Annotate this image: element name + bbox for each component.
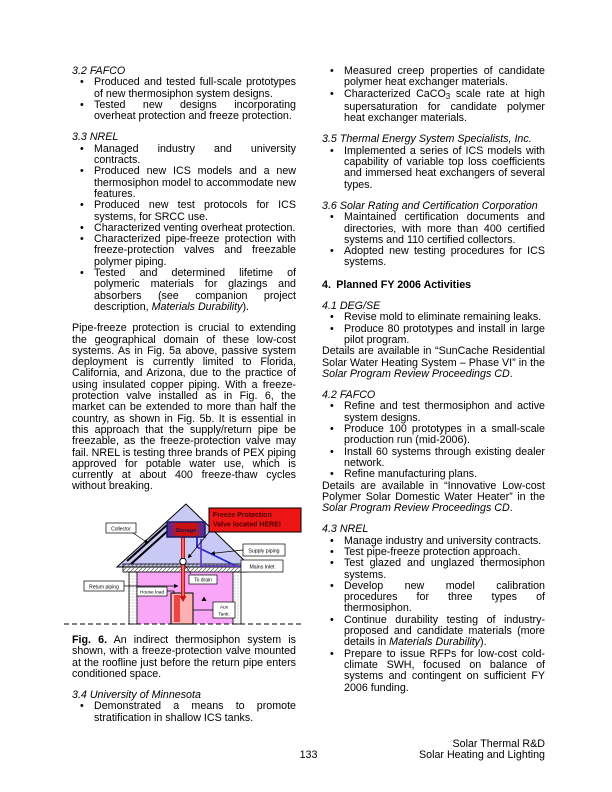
bullet-item: • Revise mold to eliminate remaining leaks. (322, 312, 545, 323)
section-heading-4-3: 4.3 NREL (322, 523, 369, 536)
svg-text:Return piping: Return piping (89, 583, 119, 590)
storage-label: Storage (175, 527, 197, 534)
bullet-item: • Tested new designs incorporating overheat protection and freeze protection. (72, 100, 296, 123)
collector-label (106, 523, 148, 543)
figure-caption (72, 635, 296, 680)
bullet-item: • Implemented a series of ICS models with capability of variable top loss coefficients and immersed heat exchangers of several types. (322, 146, 545, 191)
bullet-item: • Demonstrated a means to promote stratification in shallow ICS tanks. (72, 701, 296, 724)
section-heading-4: 4. Planned FY 2006 Activities (322, 278, 472, 291)
body-paragraph: Pipe-freeze protection is crucial to extending the geographical domain of these low-cost systems. As in Fig. 5a above, passive system deployment is currently limited to Florida, California, and Arizona, due to the practice of using insulated copper piping. With a freeze-protection valve installed as in Fig. 6, the market can be extended to more than half the country, as shown in Fig. 5b. It is essential in this approach that the supply/return pipe be freezable, as the freeze-protection valve may fail. NREL is testing three brands of PEX piping approved for potable water use, which is currently at about 400 freeze-thaw cycles without breaking. (72, 322, 296, 493)
svg-text:Mains Inlet: Mains Inlet (249, 564, 275, 571)
bullet-item: • Produce 100 prototypes in a small-scale production run (mid-2006). (322, 424, 545, 447)
warning-line-2: Valve located HERE! (213, 521, 282, 529)
bullet-list-continued (322, 66, 545, 124)
text-run: Solar Program Review Proceedings CD (322, 502, 510, 515)
bullet-item: • Refine and test thermosiphon and active system designs. (322, 401, 545, 424)
bullet-item (322, 89, 545, 125)
bullet-list-3-6 (322, 212, 545, 268)
text-run: . (509, 367, 513, 380)
bullet-list-4-2 (322, 401, 545, 480)
details-paragraph (322, 346, 545, 380)
text-run: Materials Durability (389, 636, 481, 649)
freeze-protection-valve (180, 558, 186, 564)
bullet-item: • Produced and tested full-scale prototypes of new thermosiphon system designs. (72, 77, 296, 100)
svg-text:Tank.: Tank. (218, 612, 230, 618)
bullet-list-3-5 (322, 146, 545, 191)
bullet-item: • Produce 80 prototypes and install in large pilot program. (322, 324, 545, 347)
bullet-list-3-3 (72, 144, 296, 313)
bullet-item: • Characterized venting overheat protection. (72, 223, 296, 234)
bullet-item: • Measured creep properties of candidate polymer heat exchanger materials. (322, 66, 545, 89)
text-run: ). (242, 300, 250, 313)
warning-line-1: Freeze Protection (213, 511, 272, 519)
bullet-item: • Install 60 systems through existing dealer network. (322, 447, 545, 470)
section-heading-4-1: 4.1 DEG/SE (322, 300, 381, 313)
text-run: Details are available in “SunCache Residential Solar Water Heating System – Phase VI” in the (322, 345, 545, 369)
bullet-item: • Test glazed and unglazed thermosiphon systems. (322, 558, 545, 581)
thermosiphon-diagram (63, 503, 303, 627)
section-heading-3-4: 3.4 University of Minnesota (72, 689, 201, 702)
bullet-item: • Produced new ICS models and a new thermosiphon model to accommodate new features. (72, 166, 296, 200)
bullet-list-4-1 (322, 312, 545, 346)
text-run: Materials Durability (151, 300, 243, 313)
bullet-item: • Maintained certification documents and directories, with more than 400 certified systems and 110 certified collectors. (322, 212, 545, 246)
bullet-item: • Characterized pipe-freeze protection with freeze-protection valves and freezable polymer piping. (72, 234, 296, 268)
text-run: Fig. 6. (72, 633, 108, 646)
footer-line-1: Solar Thermal R&D (452, 738, 545, 750)
bullet-list-4-3 (322, 536, 545, 694)
bullet-item: • Prepare to issue RFPs for low-cost cold-climate SWH, focused on balance of systems and contingent on sufficient FY 2006 funding. (322, 649, 545, 694)
section-heading-3-2: 3.2 FAFCO (72, 65, 126, 77)
section-heading-3-6: 3.6 Solar Rating and Certification Corporation (322, 199, 538, 212)
bullet-item: • Develop new model calibration procedures for three types of thermosiphon. (322, 581, 545, 615)
section-heading-3-3: 3.3 NREL (72, 131, 119, 144)
bullet-item: • Produced new test protocols for ICS systems, for SRCC use. (72, 200, 296, 223)
right-column (322, 66, 545, 724)
bullet-list-3-4 (72, 701, 296, 724)
footer-line-2-text: Solar Heating and Lighting (419, 749, 545, 762)
bullet-item: • Adopted new testing procedures for ICS systems. (322, 246, 545, 269)
figure-6 (63, 503, 303, 630)
left-column (72, 66, 296, 724)
page-footer (72, 739, 545, 762)
svg-text:Collector: Collector (111, 526, 131, 533)
text-run: 3 (445, 91, 451, 101)
text-run: Continue durability testing of industry-proposed and candidate materials (more details in (344, 613, 545, 649)
svg-text:Aux: Aux (219, 605, 229, 611)
bullet-item (72, 268, 296, 313)
bullet-item: • Manage industry and university contracts. (322, 536, 545, 547)
section-heading-3-5: 3.5 Thermal Energy System Specialists, Inc. (322, 133, 532, 146)
section-heading-4-2: 4.2 FAFCO (322, 389, 376, 402)
text-run: Characterized CaCO (344, 87, 446, 100)
text-run: Solar Program Review Proceedings CD (322, 367, 510, 380)
storage-tank (167, 522, 205, 537)
text-run: An indirect thermosiphon system is shown, with a freeze-protection valve mounted at the roofline just before the return pipe enters conditioned space. (72, 633, 296, 680)
bullet-item: • Test pipe-freeze protection approach. (322, 547, 545, 558)
mains-inlet-label (241, 560, 283, 572)
svg-text:To drain: To drain (194, 577, 212, 584)
bullet-item: • Refine manufacturing plans. (322, 469, 545, 480)
svg-text:Supply piping: Supply piping (248, 548, 280, 555)
two-column-layout (72, 66, 545, 724)
text-run: ). (480, 636, 487, 649)
details-paragraph (322, 481, 545, 515)
bullet-list-3-2 (72, 77, 296, 122)
bullet-item (322, 615, 545, 649)
left-wall (129, 572, 137, 624)
text-run: Details are available in “Innovative Low-cost Polymer Solar Domestic Water Heater” in the (322, 479, 545, 503)
footer-line-2 (72, 750, 545, 761)
text-run: . (509, 502, 513, 515)
text-run: Tested and determined lifetime of polymeric materials for glazings and absorbers (see companion project description, (94, 267, 296, 313)
bullet-item: • Managed industry and university contracts. (72, 144, 296, 167)
page-number: 133 (299, 749, 318, 762)
svg-text:House load: House load (139, 590, 165, 596)
text-run: scale rate at high supersaturation for candidate polymer heat exchanger materials. (344, 87, 545, 125)
